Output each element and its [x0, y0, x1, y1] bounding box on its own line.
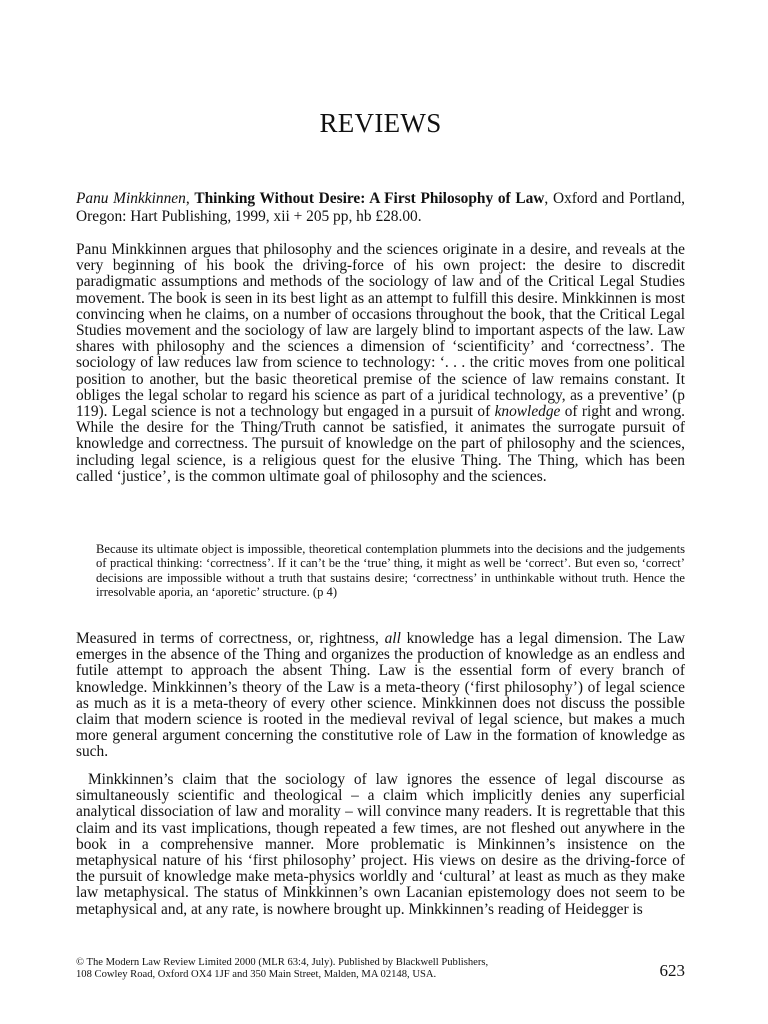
citation-separator: ,: [185, 190, 195, 207]
citation-book-title: Thinking Without Desire: A First Philosophy of Law: [194, 190, 545, 207]
footer-line-2: 108 Cowley Road, Oxford OX4 1JF and 350 Main Street, Malden, MA 02148, USA.: [76, 968, 437, 980]
paragraph-1-part-1: Panu Minkkinnen argues that philosophy and the sciences originate in a desire, and reveals at the very beginning of his book the driving-force of his own project: the desire to discredit paradigmatic assumptions and methods of the sociology of law and of the Critical Legal Studies movement. The book is seen in its best light as an attempt to fulfill this desire. Minkkinnen is most convincing when he claims, on a number of occasions throughout the book, that the Critical Legal Studies movement and the sociology of law are largely blind to important aspects of the law. Law shares with philosophy and the sciences a dimension of ‘scientificity’ and ‘correctness’. The sociology of law reduces law from science to technology: ‘. . . the critic moves from one political position to another, but the basic theoretical premise of the science of law remains constant. It obliges the legal scholar to regard his science as part of a juridical technology, as a preventive’ (p 119). Legal science is not a technology but engaged in a pursuit of: [76, 241, 685, 421]
paragraph-1-emphasis: knowledge: [494, 403, 561, 421]
paragraph-1-part-2: of right and wrong. While the desire for the Thing/Truth cannot be satisfied, it animates the surrogate pursuit of knowledge and correctness. The pursuit of knowledge on the part of philosophy and the sciences, including legal science, is a religious quest for the elusive Thing. The Thing, which has been called ‘justice’, is the common ultimate goal of philosophy and the sciences.: [76, 403, 685, 485]
block-quote: Because its ultimate object is impossible, theoretical contemplation plummets into the decisions and the judgements of practical thinking: ‘correctness’. If it can’t be the ‘true’ thing, it might as well be ‘correct’. But even so, ‘correct’ decisions are impossible without a truth that sustains desire; ‘correctness’ in unthinkable without truth. Hence the irresolvable aporia, an ‘aporetic’ structure. (p 4): [96, 542, 685, 600]
book-citation: [76, 190, 685, 225]
paragraph-1: [76, 242, 685, 485]
paragraph-2: [76, 631, 685, 761]
citation-details: , Oxford and Portland, Oregon: Hart Publishing, 1999, xii + 205 pp, hb £28.00.: [76, 190, 685, 225]
citation-author: Panu Minkkinnen: [76, 190, 186, 207]
page-heading: REVIEWS: [319, 108, 442, 138]
paragraph-2-emphasis: all: [384, 630, 401, 647]
review-page: [76, 0, 685, 1024]
copyright-footer: [76, 957, 685, 980]
paragraph-3: Minkkinnen’s claim that the sociology of law ignores the essence of legal discourse as simultaneously scientific and theological – a claim which implicitly denies any superficial analytical dissociation of law and morality – will convince many readers. It is regrettable that this claim and its vast implications, though repeated a few times, are not fleshed out anywhere in the book in a comprehensive manner. More problematic is Minkinnen’s insistence on the metaphysical nature of his ‘first philosophy’ project. His views on desire as the driving-force of the pursuit of knowledge make meta-physics worldly and ‘cultural’ at least as much as they make law metaphysical. The status of Minkkinnen’s own Lacanian epistemology does not seem to be metaphysical and, at any rate, is nowhere brought up. Minkkinnen’s reading of Heidegger is: [76, 772, 685, 918]
paragraph-2-part-1: Measured in terms of correctness, or, rightness,: [76, 630, 385, 647]
footer-line-1: © The Modern Law Review Limited 2000 (MLR 63:4, July). Published by Blackwell Publishers,: [76, 957, 489, 968]
paragraph-2-part-2: knowledge has a legal dimension. The Law emerges in the absence of the Thing and organizes the production of knowledge as an endless and futile attempt to approach the absent Thing. Law is the essential form of every branch of knowledge. Minkkinnen’s theory of the Law is a meta-theory (‘first philosophy’) of legal science as much as it is a meta-theory of every other science. Minkkinnen does not discuss the possible claim that modern science is rooted in the medieval revival of legal science, but makes a much more general argument concerning the constitutive role of Law in the formation of knowledge as such.: [76, 630, 685, 761]
page-number: 623: [659, 961, 685, 980]
